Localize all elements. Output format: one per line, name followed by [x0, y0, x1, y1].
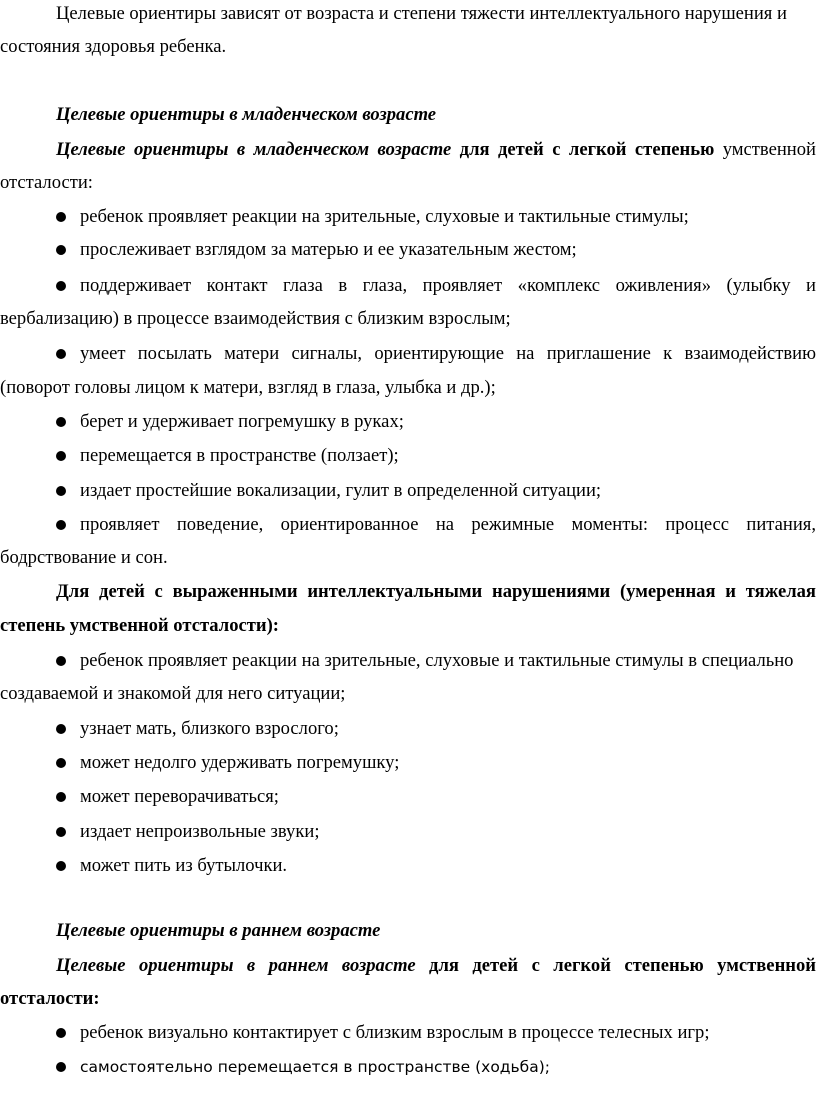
bullet-icon	[56, 724, 66, 734]
severe-heading-line-1: Для детей с выраженными интеллектуальными нарушениями (умеренная и тяжелая	[56, 581, 816, 602]
bullet-icon	[56, 486, 66, 496]
list-item: берет и удерживает погремушку в руках;	[80, 411, 404, 432]
list-item: проявляет поведение, ориентированное на режимные моменты: процесс питания,	[80, 514, 816, 535]
list-item-continuation: (поворот головы лицом к матери, взгляд в глаза, улыбка и др.);	[0, 377, 496, 398]
list-item: поддерживает контакт глаза в глаза, проявляет «комплекс оживления» (улыбку и	[80, 275, 816, 296]
bullet-icon	[56, 656, 66, 666]
list-item: ребенок визуально контактирует с близким взрослым в процессе телесных игр;	[80, 1022, 710, 1043]
early-subheading-italic: Целевые ориентиры в раннем возрасте	[56, 955, 416, 976]
list-item-continuation: бодрствование и сон.	[0, 547, 168, 568]
list-item: издает непроизвольные звуки;	[80, 821, 320, 842]
bullet-icon	[56, 792, 66, 802]
list-item: ребенок проявляет реакции на зрительные, слуховые и тактильные стимулы в специально	[80, 650, 794, 671]
bullet-icon	[56, 281, 66, 291]
intro-line-1: Целевые ориентиры зависят от возраста и степени тяжести интеллектуального нарушения и	[56, 3, 787, 24]
list-item: умеет посылать матери сигналы, ориентирующие на приглашение к взаимодействию	[80, 343, 816, 364]
section-heading-early: Целевые ориентиры в раннем возрасте	[56, 920, 381, 941]
list-item: издает простейшие вокализации, гулит в определенной ситуации;	[80, 480, 602, 501]
bullet-icon	[56, 1062, 66, 1072]
bullet-icon	[56, 827, 66, 837]
bullet-icon	[56, 1028, 66, 1038]
infant-subheading-bold: для детей с легкой степенью	[451, 139, 715, 160]
infant-subheading-italic: Целевые ориентиры в младенческом возрасте	[56, 139, 452, 160]
infant-subheading-line-2: отсталости:	[0, 172, 93, 193]
list-item: ребенок проявляет реакции на зрительные, слуховые и тактильные стимулы;	[80, 206, 689, 227]
early-subheading-bold: для детей с легкой степенью умственной	[415, 955, 816, 976]
early-subheading	[56, 954, 816, 978]
list-item: может пить из бутылочки.	[80, 855, 288, 876]
list-item: может недолго удерживать погремушку;	[80, 752, 400, 773]
bullet-icon	[56, 245, 66, 255]
bullet-icon	[56, 349, 66, 359]
bullet-icon	[56, 417, 66, 427]
intro-line-2: состояния здоровья ребенка.	[0, 36, 227, 57]
bullet-icon	[56, 520, 66, 530]
severe-heading-line-2: степень умственной отсталости):	[0, 615, 279, 636]
bullet-icon	[56, 758, 66, 768]
infant-subheading	[56, 138, 816, 162]
section-heading-infant: Целевые ориентиры в младенческом возрасте	[56, 104, 437, 125]
bullet-icon	[56, 212, 66, 222]
list-item: самостоятельно перемещается в пространстве (ходьба);	[80, 1058, 550, 1076]
list-item: может переворачиваться;	[80, 786, 279, 807]
bullet-icon	[56, 861, 66, 871]
list-item-continuation: вербализацию) в процессе взаимодействия с близким взрослым;	[0, 308, 511, 329]
list-item: перемещается в пространстве (ползает);	[80, 445, 399, 466]
early-subheading-line-2: отсталости:	[0, 988, 100, 1009]
bullet-icon	[56, 451, 66, 461]
list-item-continuation: создаваемой и знакомой для него ситуации;	[0, 683, 346, 704]
list-item: узнает мать, близкого взрослого;	[80, 718, 339, 739]
infant-subheading-rest: умственной	[714, 139, 816, 160]
list-item: прослеживает взглядом за матерью и ее указательным жестом;	[80, 239, 577, 260]
